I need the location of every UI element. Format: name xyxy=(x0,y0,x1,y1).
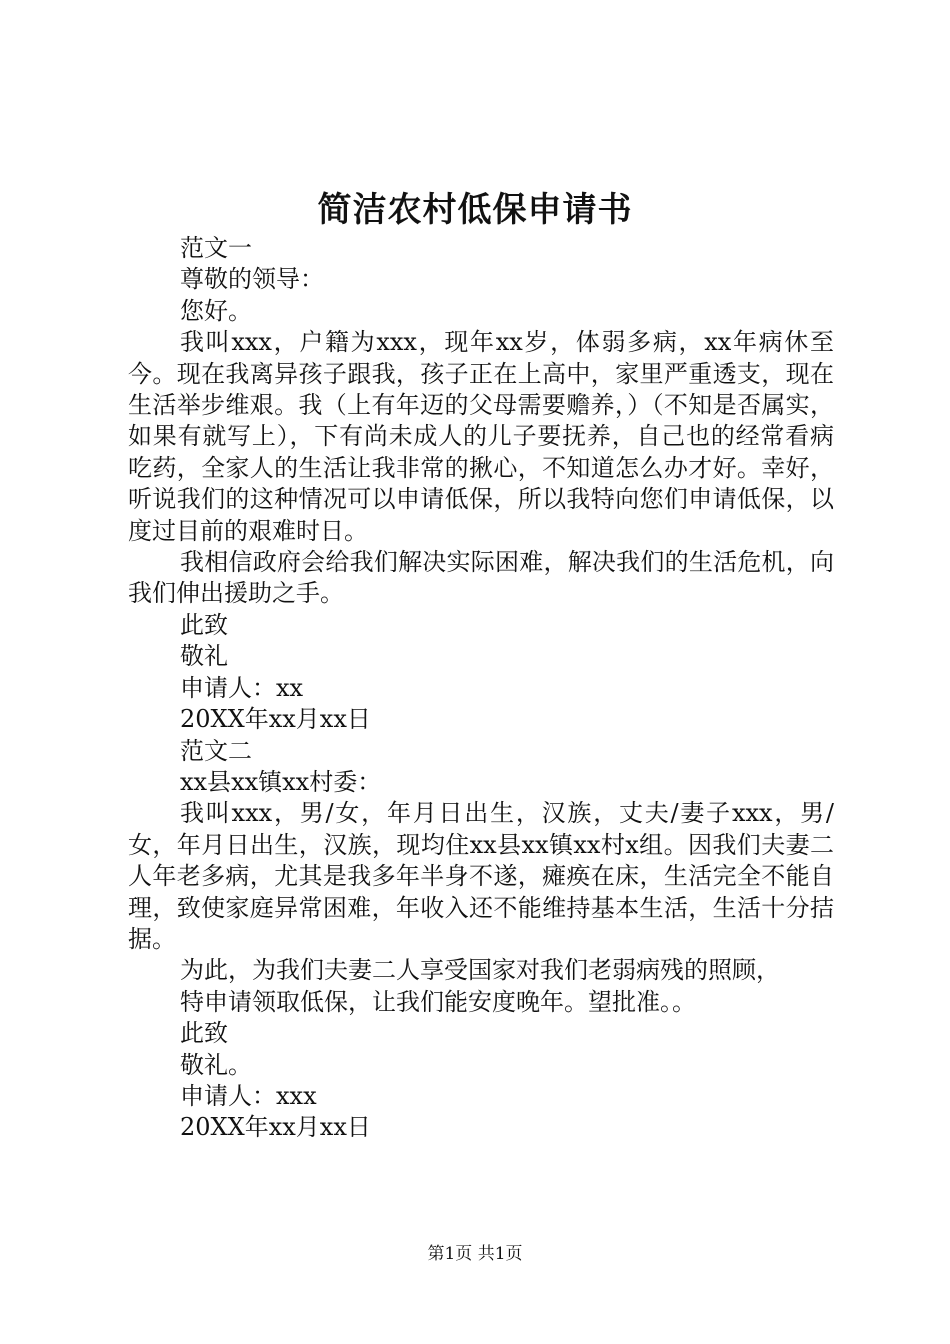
sample1-paragraph-1: 我叫xxx，户籍为xxx，现年xx岁，体弱多病，xx年病休至今。现在我离异孩子跟我，孩子正在上高中，家里严重透支，现在生活举步维艰。我（上有年迈的父母需要赡养，）（不知是否属实，如果有就写上），下有尚未成人的儿子要抚养，自己也的经常看病吃药，全家人的生活让我非常的揪心，不知道怎么办才好。幸好，听说我们的这种情况可以申请低保，所以我特向您们申请低保，以度过目前的艰难时日。 xyxy=(128,328,834,545)
sample1-greeting: 您好。 xyxy=(180,296,252,325)
sample2-salutation: xx县xx镇xx村委： xyxy=(180,767,382,796)
document-body xyxy=(128,233,834,1144)
sample2-heading: 范文二 xyxy=(180,736,252,765)
sample1-paragraph-2: 我相信政府会给我们解决实际困难，解决我们的生活危机，向我们伸出援助之手。 xyxy=(128,548,834,608)
sample1-date: 20XX年xx月xx日 xyxy=(180,705,371,734)
sample2-line-2: 为此，为我们夫妻二人享受国家对我们老弱病残的照顾， xyxy=(180,956,780,985)
sample1-salutation: 尊敬的领导： xyxy=(180,265,324,294)
sample2-closing-1: 此致 xyxy=(180,1019,228,1048)
sample1-closing-2: 敬礼 xyxy=(180,642,228,671)
sample2-paragraph-1: 我叫xxx，男/女，年月日出生，汉族，丈夫/妻子xxx，男/女，年月日出生，汉族，现均住xx县xx镇xx村x组。因我们夫妻二人年老多病，尤其是我多年半身不遂，瘫痪在床，生活完全不能自理，致使家庭异常困难，年收入还不能维持基本生活，生活十分拮据。 xyxy=(128,799,834,953)
sample1-heading: 范文一 xyxy=(180,234,252,262)
sample2-applicant: 申请人：xxx xyxy=(180,1081,317,1110)
sample2-date: 20XX年xx月xx日 xyxy=(180,1113,371,1142)
sample2-closing-2: 敬礼。 xyxy=(180,1050,252,1079)
sample2-line-3: 特申请领取低保，让我们能安度晚年。望批准。。 xyxy=(180,987,696,1016)
sample1-closing-1: 此致 xyxy=(180,610,228,639)
page-footer: 第1页 共1页 xyxy=(427,1244,523,1264)
sample1-applicant: 申请人：xx xyxy=(180,673,304,702)
document-title: 简洁农村低保申请书 xyxy=(317,190,633,230)
